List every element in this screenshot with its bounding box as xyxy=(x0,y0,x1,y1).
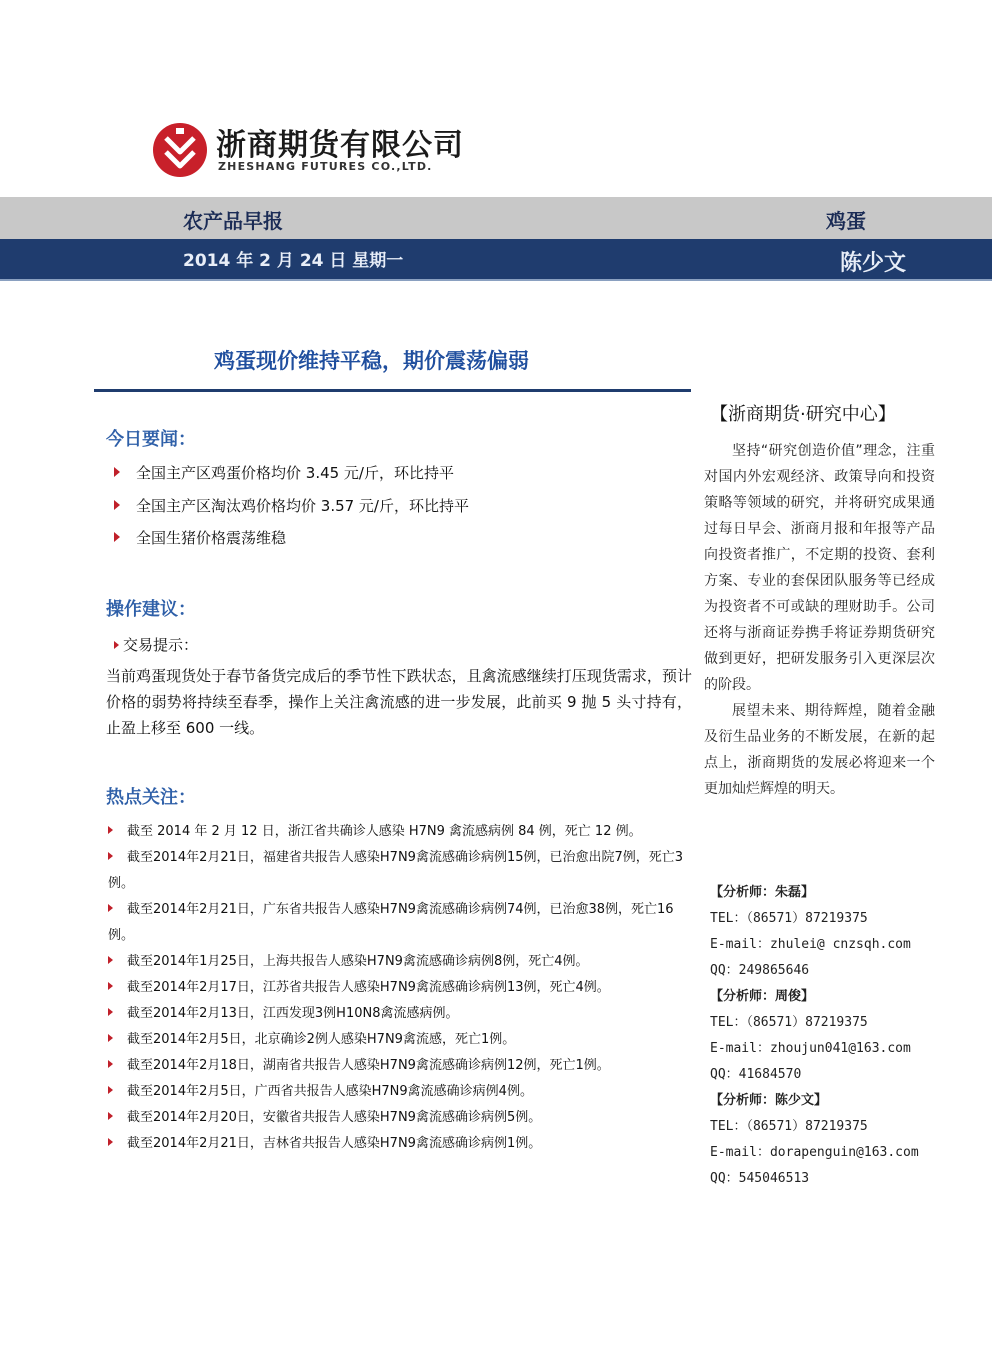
trade-tip-label: 交易提示： xyxy=(114,634,198,655)
hot-item: 截至2014年2月18日，湖南省共报告人感染H7N9禽流感确诊病例12例，死亡1例。 xyxy=(108,1053,692,1079)
hot-item: 截至2014年2月20日，安徽省共报告人感染H7N9禽流感确诊病例5例。 xyxy=(108,1105,692,1131)
author-name: 陈少文 xyxy=(840,251,907,276)
news-item: 全国生猪价格震荡维稳 xyxy=(114,527,286,548)
bullet-triangle-icon xyxy=(108,1138,113,1146)
header-band-rule xyxy=(0,279,992,281)
analyst-card xyxy=(710,1088,980,1192)
intro-paragraph: 坚持“研究创造价值”理念，注重对国内外宏观经济、政策导向和投资策略等领域的研究，并将研究成果通过每日早会、浙商月报和年报等产品向投资者推广，不定期的投资、套利方案、专业的套保团队服务等已经成为投资者不可或缺的理财助手。公司还将与浙商证券携手将证券期货研究做到更好，把研发服务引入更深层次的阶段。 xyxy=(704,443,935,693)
analyst-name: 【分析师：周俊】 xyxy=(710,989,815,1004)
bullet-triangle-icon xyxy=(108,1086,113,1094)
bullet-triangle-icon xyxy=(108,852,113,860)
page-title: 鸡蛋现价维持平稳，期价震荡偏弱 xyxy=(214,349,529,373)
company-name-en: ZHESHANG FUTURES CO.,LTD. xyxy=(218,160,433,173)
analyst-email[interactable]: E-mail：zhoujun041@163.com xyxy=(710,1041,911,1056)
bullet-triangle-icon xyxy=(108,904,113,912)
hot-item: 截至 2014 年 2 月 12 日，浙江省共确诊人感染 H7N9 禽流感病例 84 例，死亡 12 例。 xyxy=(108,819,692,845)
hot-item: 截至2014年2月5日，北京确诊2例人感染H7N9禽流感，死亡1例。 xyxy=(108,1027,692,1053)
bullet-triangle-icon xyxy=(114,500,120,510)
news-item: 全国主产区淘汰鸡价格均价 3.57 元/斤，环比持平 xyxy=(114,495,469,516)
hot-item: 截至2014年2月21日，吉林省共报告人感染H7N9禽流感确诊病例1例。 xyxy=(108,1131,692,1157)
hot-item: 截至2014年2月21日，广东省共报告人感染H7N9禽流感确诊病例74例，已治愈38例，死亡16例。 xyxy=(108,902,674,943)
bullet-triangle-icon xyxy=(108,982,113,990)
commodity-label: 鸡蛋 xyxy=(826,209,866,233)
research-center-intro xyxy=(704,438,935,802)
intro-paragraph: 展望未来、期待辉煌，随着金融及衍生品业务的不断发展，在新的起点上，浙商期货的发展必将迎来一个更加灿烂辉煌的明天。 xyxy=(704,703,935,797)
advice-text: 当前鸡蛋现货处于春节备货完成后的季节性下跌状态，且禽流感继续打压现货需求，预计价格的弱势将持续至春季，操作上关注禽流感的进一步发展，此前买 9 抛 5 头寸持有，止盈上移至 600 一线。 xyxy=(106,667,692,737)
bullet-triangle-icon xyxy=(108,1008,113,1016)
analyst-name: 【分析师：朱磊】 xyxy=(710,885,815,900)
bullet-triangle-icon xyxy=(114,467,120,477)
analyst-tel: TEL：（86571）87219375 xyxy=(710,1015,868,1030)
analyst-tel: TEL：（86571）87219375 xyxy=(710,1119,868,1134)
report-type: 农产品早报 xyxy=(183,209,283,233)
bullet-triangle-icon xyxy=(108,1112,113,1120)
analyst-card xyxy=(710,880,980,984)
hot-item: 截至2014年1月25日，上海共报告人感染H7N9禽流感确诊病例8例，死亡4例。 xyxy=(108,949,692,975)
report-date: 2014 年 2 月 24 日 星期一 xyxy=(183,251,404,271)
hot-item: 截至2014年2月13日，江西发现3例H10N8禽流感病例。 xyxy=(108,1001,692,1027)
hot-item: 截至2014年2月5日，广西省共报告人感染H7N9禽流感确诊病例4例。 xyxy=(108,1079,692,1105)
news-heading: 今日要闻： xyxy=(106,429,196,450)
news-item: 全国主产区鸡蛋价格均价 3.45 元/斤，环比持平 xyxy=(114,462,454,483)
analyst-tel: TEL：（86571）87219375 xyxy=(710,911,868,926)
hot-item: 截至2014年2月17日，江苏省共报告人感染H7N9禽流感确诊病例13例，死亡4例。 xyxy=(108,975,692,1001)
bullet-triangle-icon xyxy=(108,1034,113,1042)
research-center-title: 【浙商期货·研究中心】 xyxy=(710,404,896,425)
hot-heading: 热点关注： xyxy=(106,787,196,808)
company-name-cn: 浙商期货有限公司 xyxy=(216,128,464,163)
bullet-triangle-icon xyxy=(114,641,119,649)
zheshang-logo-icon xyxy=(152,122,208,178)
bullet-triangle-icon xyxy=(108,956,113,964)
analyst-email[interactable]: E-mail：zhulei@ cnzsqh.com xyxy=(710,937,911,952)
title-divider xyxy=(94,389,691,392)
analyst-qq: QQ：545046513 xyxy=(710,1171,810,1186)
analyst-name: 【分析师：陈少文】 xyxy=(710,1093,828,1108)
analyst-card xyxy=(710,984,980,1088)
bullet-triangle-icon xyxy=(108,1060,113,1068)
bullet-triangle-icon xyxy=(114,532,120,542)
advice-heading: 操作建议： xyxy=(106,599,196,620)
analyst-email[interactable]: E-mail：dorapenguin@163.com xyxy=(710,1145,919,1160)
analyst-qq: QQ：249865646 xyxy=(710,963,810,978)
bullet-triangle-icon xyxy=(108,826,113,834)
analyst-qq: QQ：41684570 xyxy=(710,1067,802,1082)
hot-item: 截至2014年2月21日，福建省共报告人感染H7N9禽流感确诊病例15例，已治愈出院7例，死亡3例。 xyxy=(108,850,684,891)
